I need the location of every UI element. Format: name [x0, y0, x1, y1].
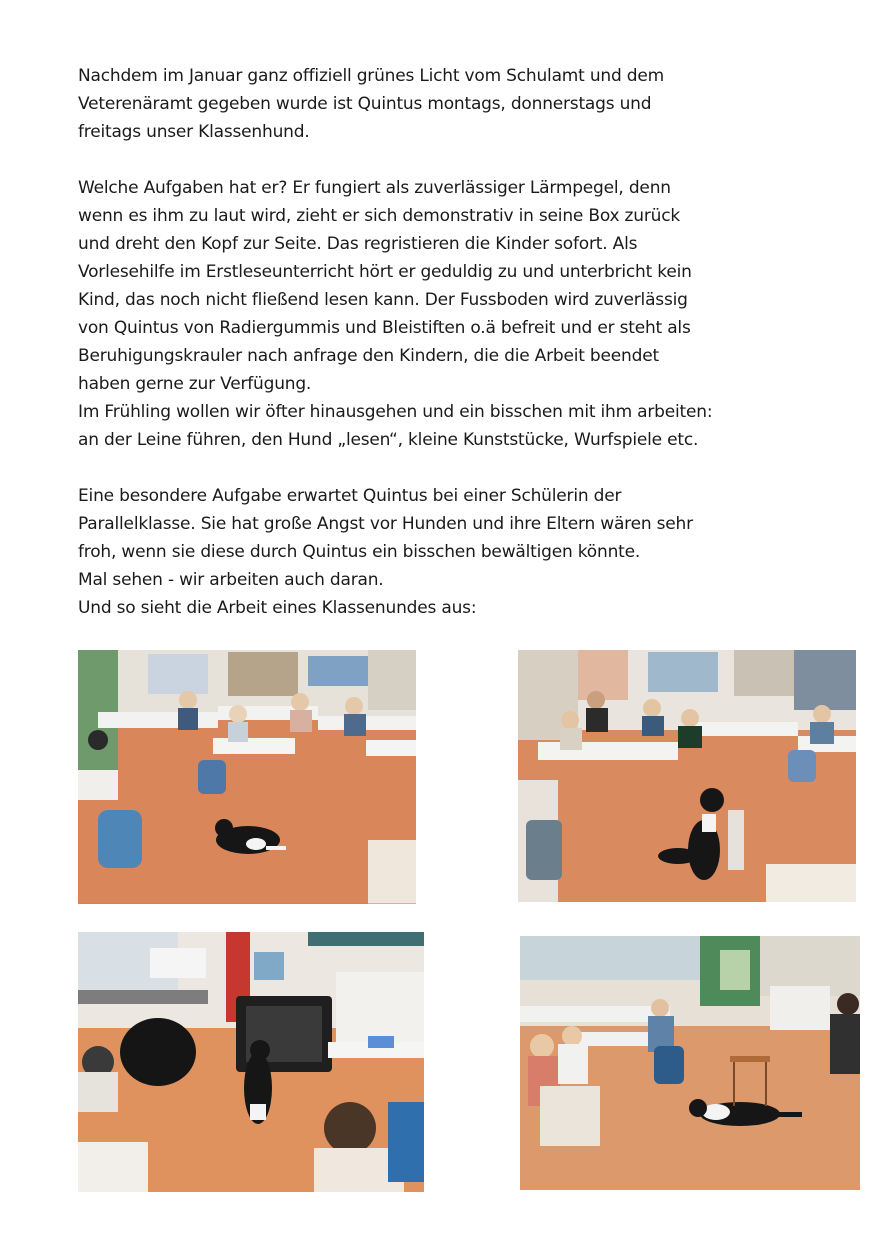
classroom-photo-dog-standing [518, 650, 856, 902]
photo-illustration [518, 650, 856, 902]
article-text [78, 62, 818, 622]
text-line: an der Leine führen, den Hund „lesen“, kleine Kunststücke, Wurfspiele etc. [78, 430, 699, 450]
text-line: Eine besondere Aufgabe erwartet Quintus bei einer Schülerin der [78, 486, 622, 506]
text-line: froh, wenn sie diese durch Quintus ein bisschen bewältigen könnte. [78, 542, 641, 562]
text-line: Vorlesehilfe im Erstleseunterricht hört er geduldig zu und unterbricht kein [78, 262, 692, 282]
text-line: Im Frühling wollen wir öfter hinausgehen und ein bisschen mit ihm arbeiten: [78, 402, 713, 422]
paragraph-tasks [78, 174, 818, 454]
paragraph-special-task [78, 482, 818, 622]
photo-illustration [520, 936, 860, 1190]
classroom-photo-dog-lying [78, 650, 416, 904]
text-line: Kind, das noch nicht fließend lesen kann. Der Fussboden wird zuverlässig [78, 290, 688, 310]
classroom-photo-dog-crate [78, 932, 424, 1192]
text-line: Beruhigungskrauler nach anfrage den Kindern, die die Arbeit beendet [78, 346, 659, 366]
text-line: Veterenäramt gegeben wurde ist Quintus montags, donnerstags und [78, 94, 652, 114]
text-line: von Quintus von Radiergummis und Bleistiften o.ä befreit und er steht als [78, 318, 691, 338]
text-line: haben gerne zur Verfügung. [78, 374, 312, 394]
text-line: wenn es ihm zu laut wird, zieht er sich demonstrativ in seine Box zurück [78, 206, 681, 226]
text-line: freitags unser Klassenhund. [78, 122, 310, 142]
text-line: Nachdem im Januar ganz offiziell grünes Licht vom Schulamt und dem [78, 66, 664, 86]
text-line: Mal sehen - wir arbeiten auch daran. [78, 570, 384, 590]
photo-illustration [78, 650, 416, 904]
paragraph-intro [78, 62, 818, 146]
text-line: Parallelklasse. Sie hat große Angst vor Hunden und ihre Eltern wären sehr [78, 514, 693, 534]
text-line: Welche Aufgaben hat er? Er fungiert als zuverlässiger Lärmpegel, denn [78, 178, 671, 198]
photo-illustration [78, 932, 424, 1192]
text-line: Und so sieht die Arbeit eines Klassenundes aus: [78, 598, 477, 618]
text-line: und dreht den Kopf zur Seite. Das regristieren die Kinder sofort. Als [78, 234, 638, 254]
classroom-photo-dog-floor [520, 936, 860, 1190]
